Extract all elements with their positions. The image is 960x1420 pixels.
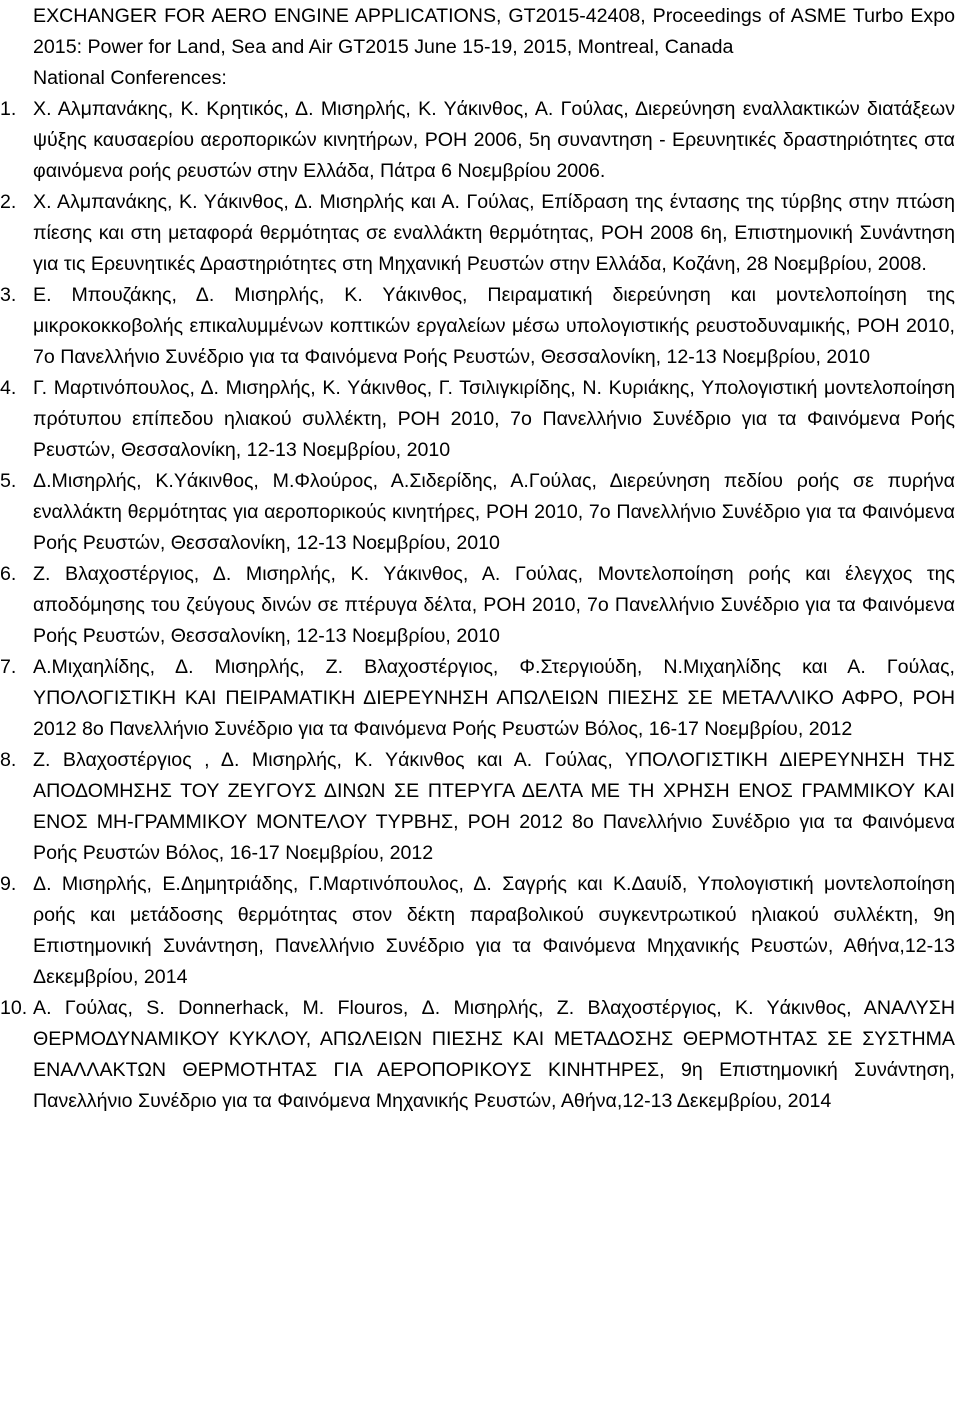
reference-item — [0, 280, 955, 373]
reference-number: 9. — [0, 873, 17, 895]
reference-text: Δ.Μισηρλής, Κ.Υάκινθος, Μ.Φλούρος, Α.Σιδερίδης, Α.Γούλας, Διερεύνηση πεδίου ροής σε πυρήνα εναλλάκτη θερμότητας για αεροπορικούς κινητήρες, ΡΟΗ 2010, 7ο Πανελλήνιο Συνέδριο για τα Φαινόμενα Ροής Ρευστών, Θεσσαλονίκη, 12-13 Νοεμβρίου, 2010 — [33, 470, 955, 554]
reference-number: 7. — [0, 656, 17, 678]
reference-number: 6. — [0, 563, 17, 585]
reference-text: Ε. Μπουζάκης, Δ. Μισηρλής, Κ. Υάκινθος, Πειραματική διερεύνηση και μοντελοποίηση της μικροκοκκοβολής επικαλυμμένων κοπτικών εργαλείων μέσω υπολογιστικής ρευστοδυναμικής, ΡΟΗ 2010, 7ο Πανελλήνιο Συνέδριο για τα Φαινόμενα Ροής Ρευστών, Θεσσαλονίκη, 12-13 Νοεμβρίου, 2010 — [33, 284, 955, 368]
reference-item — [0, 94, 955, 187]
reference-item — [0, 869, 955, 993]
reference-number: 8. — [0, 749, 17, 771]
lead-paragraph: EXCHANGER FOR AERO ENGINE APPLICATIONS, GT2015-42408, Proceedings of ASME Turbo Expo 2015: Power for Land, Sea and Air GT2015 June 15-19, 2015, Montreal, Canada — [33, 5, 955, 58]
reference-text: Ζ. Βλαχοστέργιος , Δ. Μισηρλής, Κ. Υάκινθος και Α. Γούλας, ΥΠΟΛΟΓΙΣΤΙΚΗ ΔΙΕΡΕΥΝΗΣΗ ΤΗΣ ΑΠΟΔΟΜΗΣΗΣ ΤΟΥ ΖΕΥΓΟΥΣ ΔΙΝΩΝ ΣΕ ΠΤΕΡΥΓΑ ΔΕΛΤΑ ΜΕ ΤΗ ΧΡΗΣΗ ΕΝΟΣ ΓΡΑΜΜΙΚΟΥ ΚΑΙ ΕΝΟΣ ΜΗ-ΓΡΑΜΜΙΚΟΥ ΜΟΝΤΕΛΟΥ ΤΥΡΒΗΣ, ΡΟΗ 2012 8ο Πανελλήνιο Συνέδριο για τα Φαινόμενα Ροής Ρευστών Βόλος, 16-17 Νοεμβρίου, 2012 — [33, 749, 955, 864]
reference-number: 1. — [0, 98, 17, 120]
reference-item — [0, 559, 955, 652]
reference-text: Χ. Αλμπανάκης, Κ. Υάκινθος, Δ. Μισηρλής και Α. Γούλας, Επίδραση της έντασης της τύρβης στην πτώση πίεσης και στη μεταφορά θερμότητας σε εναλλάκτη θερμότητας, ΡΟΗ 2008 6η, Επιστημονική Συνάντηση για τις Ερευνητικές Δραστηριότητες στη Μηχανική Ρευστών στην Ελλάδα, Κοζάνη, 28 Νοεμβρίου, 2008. — [33, 191, 955, 275]
reference-item — [0, 745, 955, 869]
reference-number: 10. — [0, 997, 28, 1019]
reference-list — [0, 94, 955, 1117]
reference-item — [0, 373, 955, 466]
reference-item — [0, 187, 955, 280]
reference-text: Ζ. Βλαχοστέργιος, Δ. Μισηρλής, Κ. Υάκινθος, Α. Γούλας, Μοντελοποίηση ροής και έλεγχος της αποδόμησης του ζεύγους δινών σε πτέρυγα δέλτα, ΡΟΗ 2010, 7ο Πανελλήνιο Συνέδριο για τα Φαινόμενα Ροής Ρευστών, Θεσσαλονίκη, 12-13 Νοεμβρίου, 2010 — [33, 563, 955, 647]
reference-text: Χ. Αλμπανάκης, Κ. Κρητικός, Δ. Μισηρλής, Κ. Υάκινθος, Α. Γούλας, Διερεύνηση εναλλακτικών διατάξεων ψύξης καυσαερίου αεροπορικών κινητήρων, ΡΟΗ 2006, 5η συναντηση - Ερευνητικές δραστηριότητες στα φαινόμενα ροής ρευστών στην Ελλάδα, Πάτρα 6 Νοεμβρίου 2006. — [33, 98, 955, 182]
section-title: National Conferences: — [33, 67, 227, 89]
reference-text: Α.Μιχαηλίδης, Δ. Μισηρλής, Ζ. Βλαχοστέργιος, Φ.Στεργιούδη, Ν.Μιχαηλίδης και Α. Γούλας, ΥΠΟΛΟΓΙΣΤΙΚΗ ΚΑΙ ΠΕΙΡΑΜΑΤΙΚΗ ΔΙΕΡΕΥΝΗΣΗ ΑΠΩΛΕΙΩΝ ΠΙΕΣΗΣ ΣΕ ΜΕΤΑΛΛΙΚΟ ΑΦΡΟ, ΡΟΗ 2012 8ο Πανελλήνιο Συνέδριο για τα Φαινόμενα Ροής Ρευστών Βόλος, 16-17 Νοεμβρίου, 2012 — [33, 656, 955, 740]
reference-item — [0, 466, 955, 559]
reference-number: 5. — [0, 470, 17, 492]
reference-text: Γ. Μαρτινόπουλος, Δ. Μισηρλής, Κ. Υάκινθος, Γ. Τσιλιγκιρίδης, Ν. Κυριάκης, Υπολογιστική μοντελοποίηση πρότυπου επίπεδου ηλιακού συλλέκτη, ΡΟΗ 2010, 7ο Πανελλήνιο Συνέδριο για τα Φαινόμενα Ροής Ρευστών, Θεσσαλονίκη, 12-13 Νοεμβρίου, 2010 — [33, 377, 955, 461]
reference-number: 4. — [0, 377, 17, 399]
reference-text: Δ. Μισηρλής, Ε.Δημητριάδης, Γ.Μαρτινόπουλος, Δ. Σαγρής και Κ.Δαυίδ, Υπολογιστική μοντελοποίηση ροής και μετάδοσης θερμότητας στον δέκτη παραβολικού συγκεντρωτικού ηλιακού συλλέκτη, 9η Επιστημονική Συνάντηση, Πανελλήνιο Συνέδριο για τα Φαινόμενα Μηχανικής Ρευστών, Αθήνα,12-13 Δεκεμβρίου, 2014 — [33, 873, 955, 988]
reference-item — [0, 652, 955, 745]
reference-number: 2. — [0, 191, 17, 213]
reference-item — [0, 993, 955, 1117]
reference-text: Α. Γούλας, S. Donnerhack, M. Flouros, Δ. Μισηρλής, Ζ. Βλαχοστέργιος, Κ. Υάκινθος, ΑΝΑΛΥΣΗ ΘΕΡΜΟΔΥΝΑΜΙΚΟΥ ΚΥΚΛΟΥ, ΑΠΩΛΕΙΩΝ ΠΙΕΣΗΣ ΚΑΙ ΜΕΤΑΔΟΣΗΣ ΘΕΡΜΟΤΗΤΑΣ ΣΕ ΣΥΣΤΗΜΑ ΕΝΑΛΛΑΚΤΩΝ ΘΕΡΜΟΤΗΤΑΣ ΓΙΑ ΑΕΡΟΠΟΡΙΚΟΥΣ ΚΙΝΗΤΗΡΕΣ, 9η Επιστημονική Συνάντηση, Πανελλήνιο Συνέδριο για τα Φαινόμενα Μηχανικής Ρευστών, Αθήνα,12-13 Δεκεμβρίου, 2014 — [33, 997, 955, 1112]
reference-number: 3. — [0, 284, 17, 306]
